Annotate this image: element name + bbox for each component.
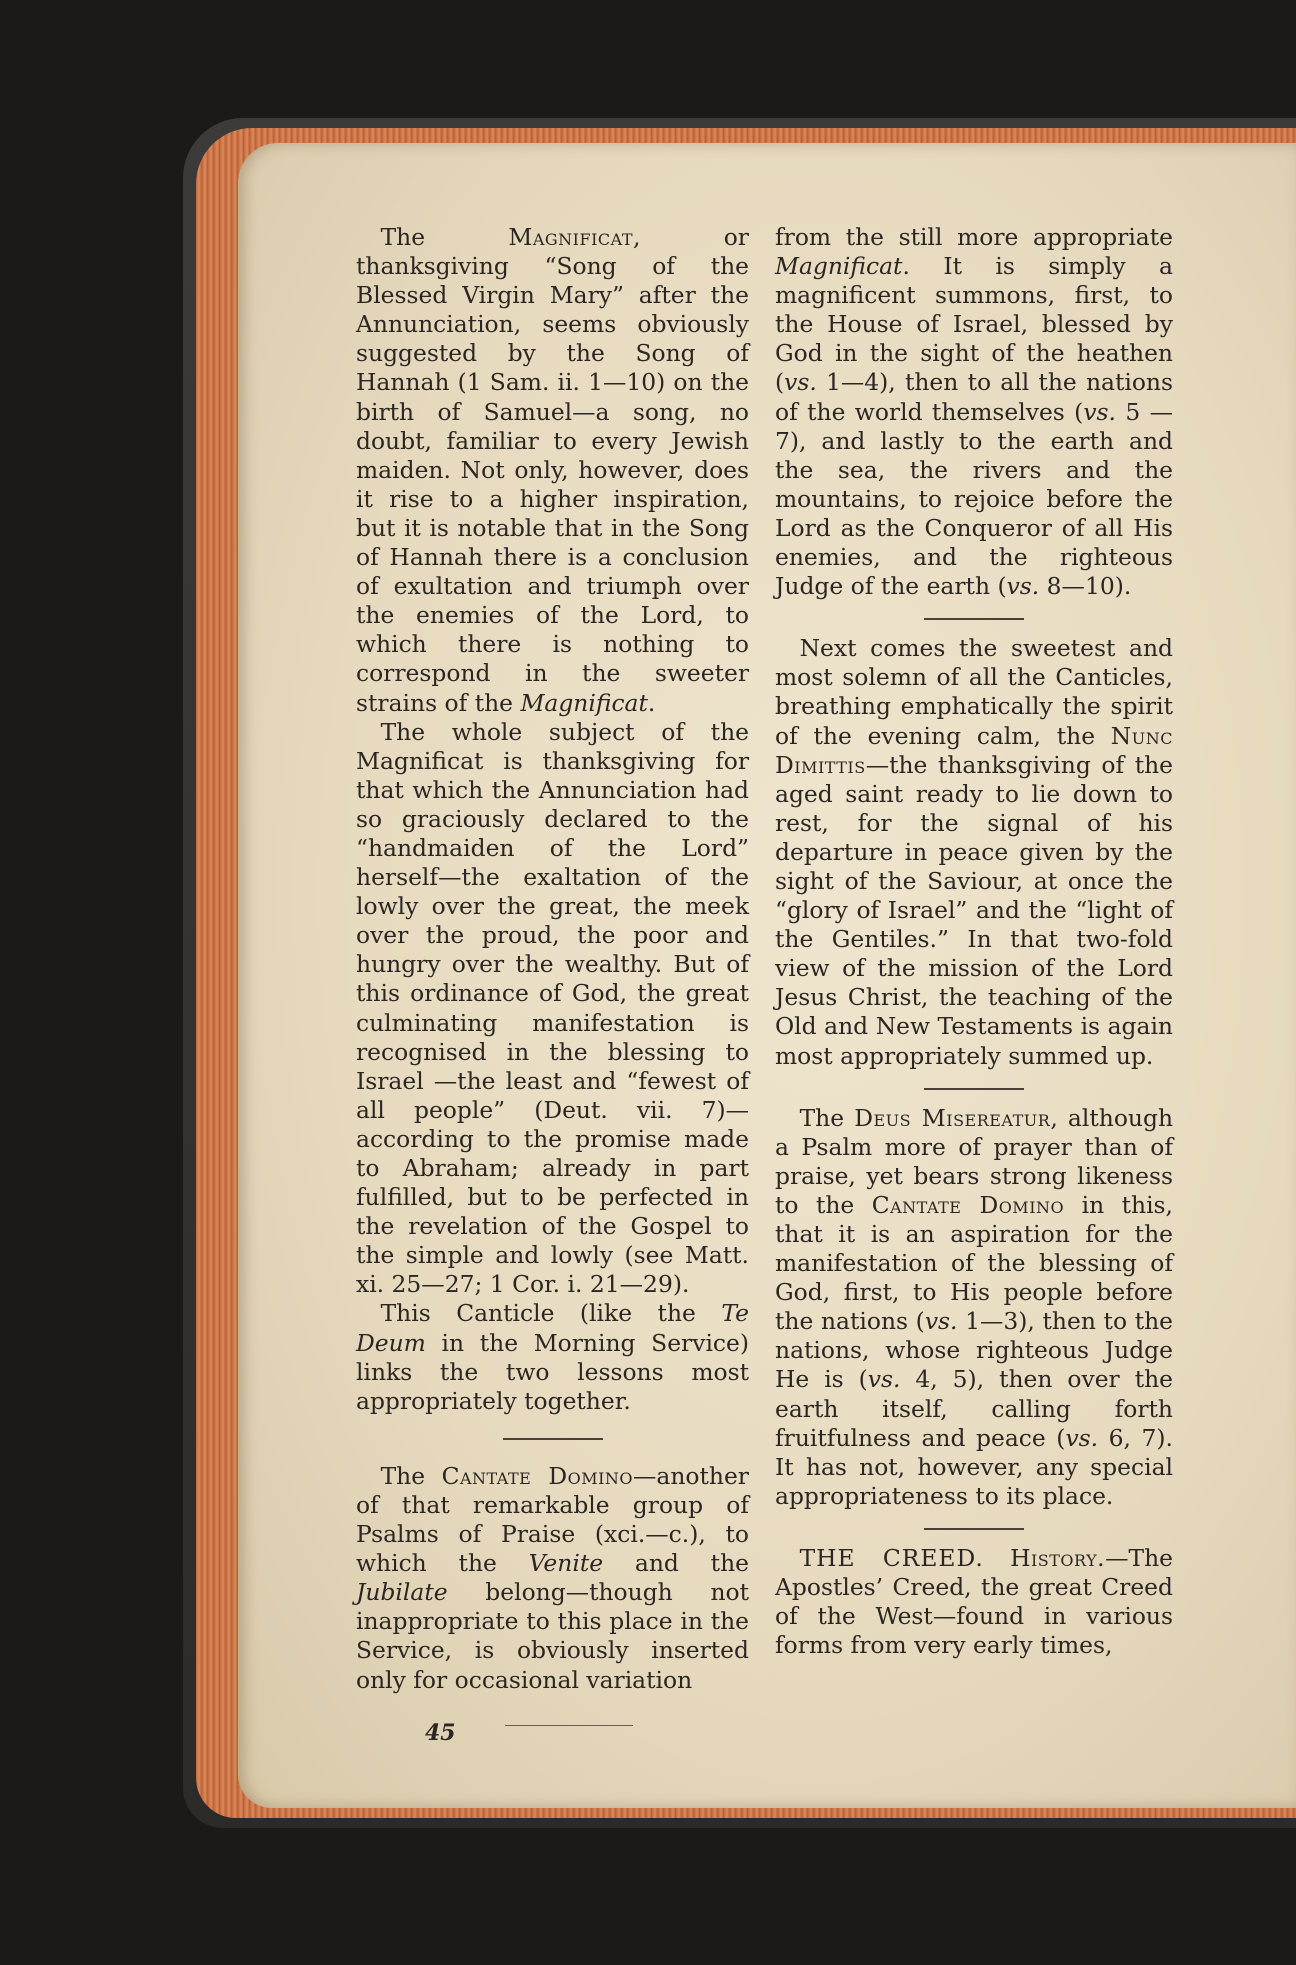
- paragraph-nunc-dimittis: Next comes the sweetest and most solemn of all the Canticles, breathing emphatically the spirit of the evening calm, the Nunc Dimittis—the thanksgiving of the aged saint ready to lie down to rest, for the signal of his departure in peace given by the sight of the Saviour, at once the “glory of Israel” and the “light of the Gentiles.” In that two-fold view of the mission of the Lord Jesus Christ, the teaching of the Old and New Testaments is again most appropriately summed up.: [775, 634, 1173, 1070]
- right-column: [775, 223, 1173, 1660]
- section-divider: [924, 618, 1024, 620]
- paragraph-cantate-domino: The Cantate Domino—another of that remarkable group of Psalms of Praise (xci.—c.), to which the Venite and the Jubilate belong—though not inappropriate to this place in the Service, is obviously inserted only for occasional variation: [356, 1461, 749, 1694]
- page-number: 45: [425, 1720, 456, 1746]
- paragraph-cantate-continued: from the still more appropriate Magnificat. It is simply a magnificent summons, first, to the House of Israel, blessed by God in the sight of the heathen (vs. 1—4), then to all the nations of the world themselves (vs. 5 —7), and lastly to the earth and the sea, the rivers and the mountains, to rejoice before the Lord as the Conqueror of all His enemies, and the righteous Judge of the earth (vs. 8—10).: [775, 223, 1173, 601]
- term-deus-misereatur: Deus Misereatur: [854, 1103, 1051, 1132]
- term-cantate-domino: Cantate Domino: [441, 1461, 634, 1490]
- section-divider: [924, 1088, 1024, 1090]
- paragraph-creed-history: THE CREED. History.—The Apostles’ Creed, the great Creed of the West—found in various forms from very early times,: [775, 1543, 1173, 1660]
- term-jubilate: Jubilate: [356, 1578, 448, 1607]
- term-nunc-dimittis: Nunc Dimittis: [775, 721, 1173, 779]
- term-magnificat: Magnificat: [508, 223, 633, 251]
- paragraph-magnificat-subject: The whole subject of the Magnificat is thanksgiving for that which the Annunciation had so graciously declared to the “handmaiden of the Lord” herself—the exaltation of the lowly over the great, the meek over the proud, the poor and hungry over the wealthy. But of this ordinance of God, the great culminating manifestation is recognised in the blessing to Israel —the least and “fewest of all people” (Deut. vii. 7)—according to the promise made to Abraham; already in part fulfilled, but to be perfected in the revelation of the Gospel to the simple and lowly (see Matt. xi. 25—27; 1 Cor. i. 21—29).: [356, 717, 749, 1299]
- subheading-history: History.: [1010, 1543, 1106, 1572]
- footer-rule: [505, 1725, 633, 1726]
- section-divider: [924, 1528, 1024, 1530]
- term-magnificat-italic: Magnificat: [520, 688, 648, 717]
- section-divider: [503, 1438, 603, 1440]
- paragraph-deus-misereatur: The Deus Misereatur, although a Psalm more of prayer than of praise, yet bears strong likeness to the Cantate Domino in this, that it is an aspiration for the manifestation of the blessing of God, first, to His people before the nations (vs. 1—3), then to the nations, whose righteous Judge He is (vs. 4, 5), then over the earth itself, calling forth fruitfulness and peace (vs. 6, 7). It has not, however, any special appropriateness to its place.: [775, 1103, 1174, 1510]
- left-column: [356, 223, 749, 1695]
- paragraph-canticle-links: This Canticle (like the Te Deum in the Morning Service) links the two lessons most appropriately together.: [356, 1299, 749, 1415]
- paragraph-magnificat: The Magnificat, or thanksgiving “Song of the Blessed Virgin Mary” after the Annunciation, seems obviously suggested by the Song of Hannah (1 Sam. ii. 1—10) on the birth of Samuel—a song, no doubt, familiar to every Jewish maiden. Not only, however, does it rise to a higher inspiration, but it is notable that in the Song of Hannah there is a conclusion of exultation and triumph over the enemies of the Lord, to which there is nothing to correspond in the sweeter strains of the Magnificat.: [356, 223, 749, 717]
- term-venite: Venite: [528, 1549, 604, 1578]
- term-cantate-domino: Cantate Domino: [871, 1190, 1065, 1219]
- term-magnificat-italic: Magnificat: [775, 252, 903, 281]
- heading-the-creed: THE CREED.: [799, 1543, 984, 1572]
- term-te-deum: Te Deum: [356, 1299, 749, 1357]
